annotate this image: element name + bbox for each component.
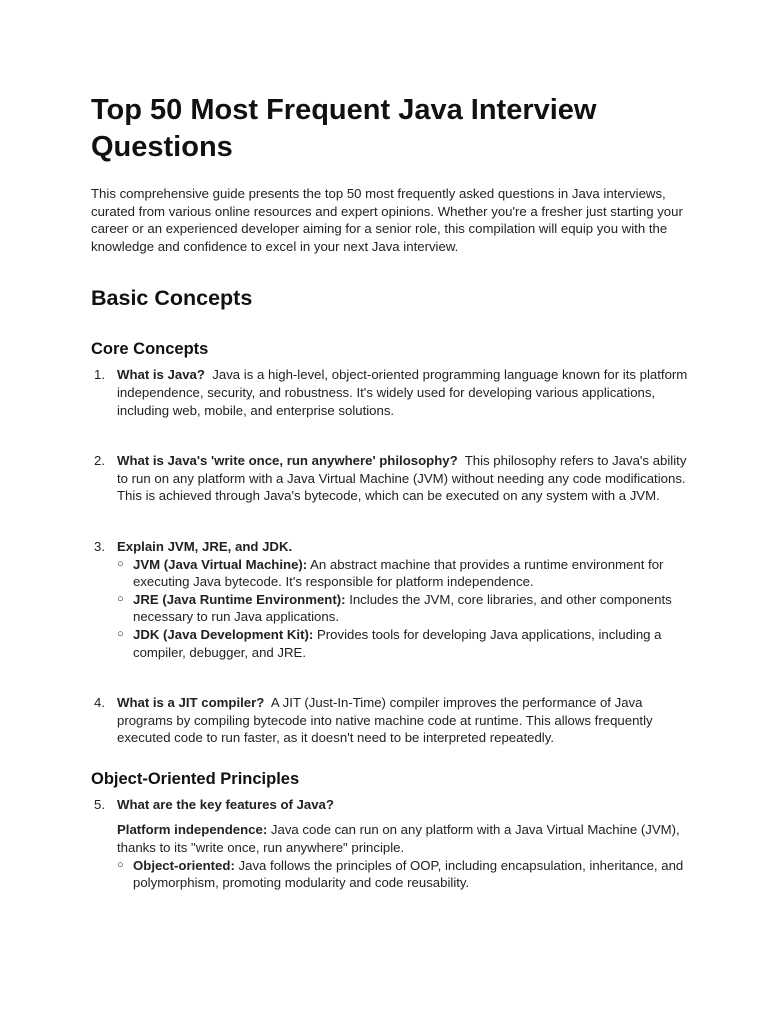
subsection-heading-object-oriented-principles: Object-Oriented Principles <box>91 769 300 788</box>
definition: Provides tools for developing Java applications, including a compiler, debugger, and JRE. <box>133 626 662 660</box>
definition: Includes the JVM, core libraries, and other components necessary to run Java applications. <box>133 591 672 625</box>
feature-paragraph <box>117 821 691 856</box>
sub-list-item <box>117 591 691 626</box>
sub-list <box>117 857 691 892</box>
list-item <box>91 366 691 419</box>
page-title: Top 50 Most Frequent Java Interview Questions <box>91 94 597 163</box>
sub-list-item <box>117 556 691 591</box>
term: Platform independence: <box>117 822 268 838</box>
list-number: 4. <box>94 695 105 711</box>
question-text: Explain JVM, JRE, and JDK. <box>117 538 293 554</box>
question-list-oop <box>91 796 691 892</box>
question-text: What are the key features of Java? <box>117 796 334 812</box>
term: JDK (Java Development Kit): <box>133 626 314 642</box>
answer-text: Java is a high-level, object-oriented programming language known for its platform independence, security, and robustness. It's widely used for developing various applications, including web, mobile, and enterprise solutions. <box>117 367 688 418</box>
term: JVM (Java Virtual Machine): <box>133 556 308 572</box>
list-number: 1. <box>94 367 105 383</box>
definition: An abstract machine that provides a runtime environment for executing Java bytecode. It's responsible for platform independence. <box>133 556 664 590</box>
document-content <box>91 92 691 892</box>
intro-paragraph: This comprehensive guide presents the top 50 most frequently asked questions in Java interviews, curated from various online resources and expert opinions. Whether you're a fresher just starting your career or an experienced developer aiming for a senior role, this compilation will equip you with the knowledge and confidence to excel in your next Java interview. <box>91 186 683 254</box>
definition: Java code can run on any platform with a Java Virtual Machine (JVM), thanks to its "write once, run anywhere" principle. <box>117 822 680 856</box>
definition: Java follows the principles of OOP, including encapsulation, inheritance, and polymorphism, promoting modularity and code reusability. <box>133 857 684 891</box>
term: Object-oriented: <box>133 857 235 873</box>
question-text: What is Java's 'write once, run anywhere' philosophy? <box>117 453 458 469</box>
question-text: What is a JIT compiler? <box>117 695 265 711</box>
list-number: 2. <box>94 453 105 469</box>
list-item <box>91 694 691 747</box>
bullet-icon: ○ <box>117 858 124 871</box>
answer-text: A JIT (Just-In-Time) compiler improves the performance of Java programs by compiling bytecode into native machine code at runtime. This allows frequently executed code to run faster, as it doesn't need to be interpreted repeatedly. <box>117 695 653 746</box>
list-number: 5. <box>94 796 105 812</box>
question-text: What is Java? <box>117 367 205 383</box>
term: JRE (Java Runtime Environment): <box>133 591 346 607</box>
bullet-icon: ○ <box>117 627 124 640</box>
question-list-core <box>91 366 691 747</box>
list-number: 3. <box>94 538 105 554</box>
list-item <box>91 452 691 505</box>
answer-text: This philosophy refers to Java's ability to run on any platform with a Java Virtual Machine (JVM) without needing any code modifications. This is achieved through Java's bytecode, which can be executed on any system with a JVM. <box>117 453 687 504</box>
subsection-heading-core-concepts: Core Concepts <box>91 340 209 359</box>
sub-list <box>117 556 691 662</box>
bullet-icon: ○ <box>117 557 124 570</box>
list-item <box>91 796 691 892</box>
section-heading-basic-concepts: Basic Concepts <box>91 286 253 311</box>
sub-list-item <box>117 857 691 892</box>
list-item <box>91 538 691 661</box>
sub-list-item <box>117 626 691 661</box>
bullet-icon: ○ <box>117 592 124 605</box>
